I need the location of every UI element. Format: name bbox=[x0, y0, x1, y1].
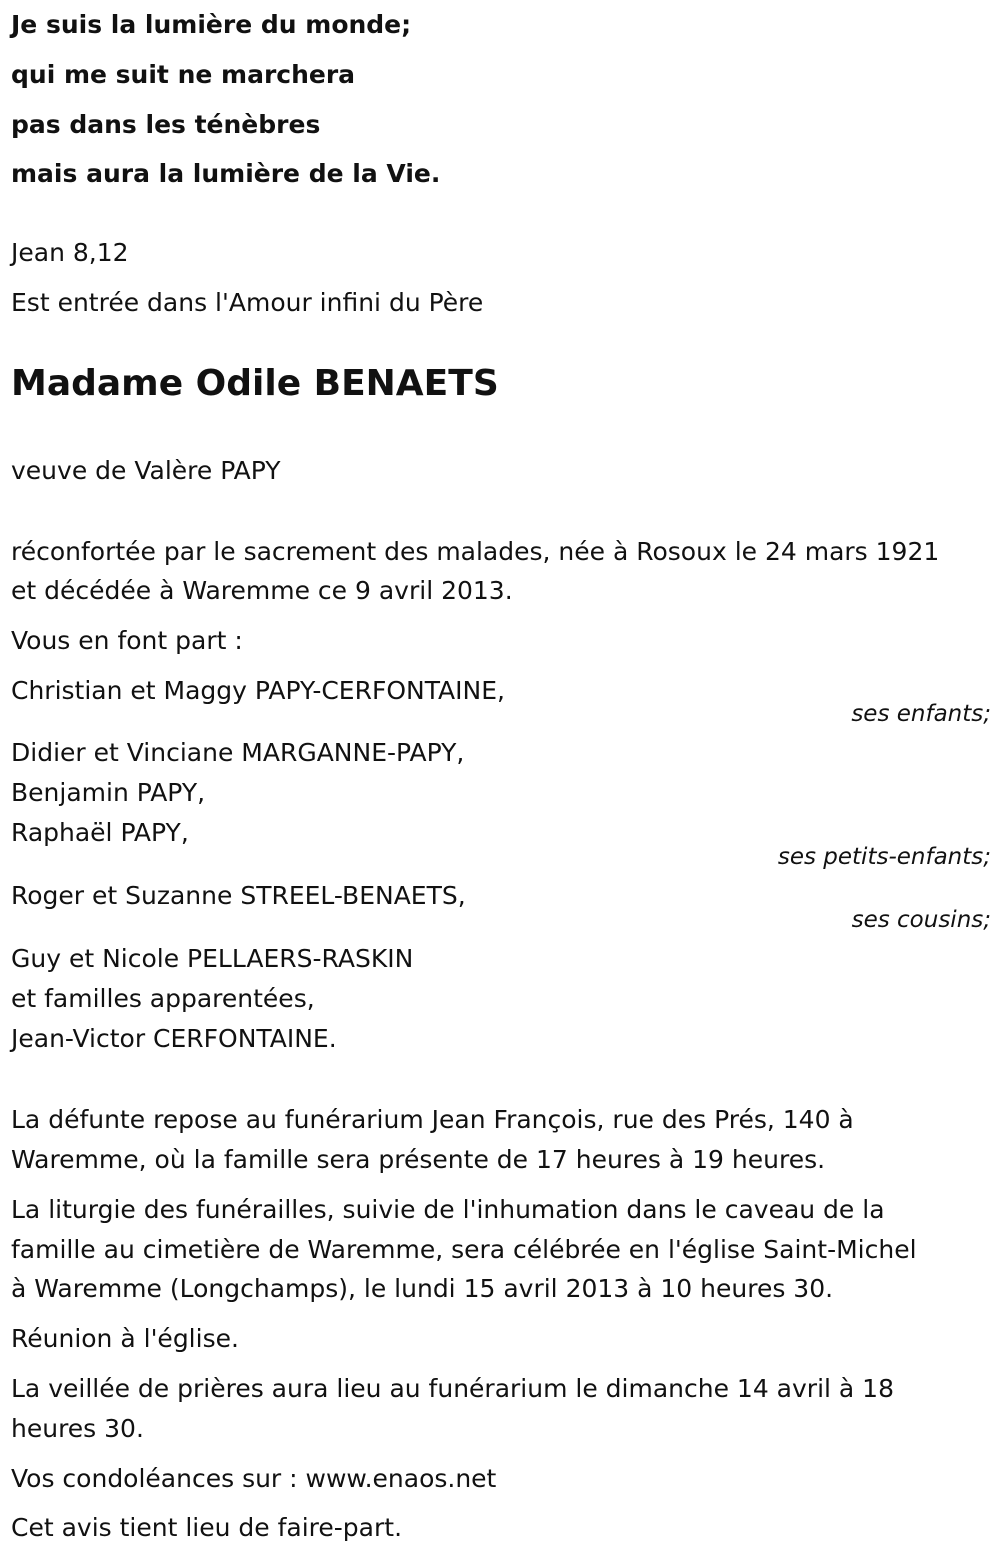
meeting-text: Réunion à l'église. bbox=[11, 1324, 239, 1353]
grandchild-name-1: Didier et Vinciane MARGANNE-PAPY, bbox=[11, 738, 465, 767]
details-line-2: et décédée à Waremme ce 9 avril 2013. bbox=[11, 576, 513, 605]
liturgy-line-2: famille au cimetière de Waremme, sera célébrée en l'église Saint-Michel bbox=[11, 1235, 917, 1264]
intro-text: Est entrée dans l'Amour infini du Père bbox=[11, 288, 484, 317]
announce-text: Vous en font part : bbox=[11, 626, 243, 655]
verse-line-4: mais aura la lumière de la Vie. bbox=[11, 159, 441, 188]
condolences-text: Vos condoléances sur : www.enaos.net bbox=[11, 1464, 497, 1493]
closing-text: Cet avis tient lieu de faire-part. bbox=[11, 1513, 403, 1542]
children-name: Christian et Maggy PAPY-CERFONTAINE, bbox=[11, 676, 505, 705]
funeral-home-line-1: La défunte repose au funérarium Jean François, rue des Prés, 140 à bbox=[11, 1105, 854, 1134]
cousins-name: Roger et Suzanne STREEL-BENAETS, bbox=[11, 881, 466, 910]
vigil-line-2: heures 30. bbox=[11, 1414, 144, 1443]
cousins-role: ses cousins; bbox=[851, 907, 991, 933]
children-role: ses enfants; bbox=[851, 701, 991, 727]
verse-line-1: Je suis la lumière du monde; bbox=[11, 10, 412, 39]
verse-reference: Jean 8,12 bbox=[11, 238, 129, 267]
other-family-3: Jean-Victor CERFONTAINE. bbox=[11, 1024, 337, 1053]
other-family-1: Guy et Nicole PELLAERS-RASKIN bbox=[11, 944, 414, 973]
verse-line-2: qui me suit ne marchera bbox=[11, 60, 356, 89]
details-line-1: réconfortée par le sacrement des malades, née à Rosoux le 24 mars 1921 bbox=[11, 537, 940, 566]
grandchild-name-2: Benjamin PAPY, bbox=[11, 778, 206, 807]
grandchild-name-3: Raphaël PAPY, bbox=[11, 818, 189, 847]
other-family-2: et familles apparentées, bbox=[11, 984, 315, 1013]
liturgy-line-3: à Waremme (Longchamps), le lundi 15 avril 2013 à 10 heures 30. bbox=[11, 1274, 834, 1303]
liturgy-line-1: La liturgie des funérailles, suivie de l'inhumation dans le caveau de la bbox=[11, 1195, 885, 1224]
funeral-home-line-2: Waremme, où la famille sera présente de 17 heures à 19 heures. bbox=[11, 1145, 826, 1174]
grandchildren-role: ses petits-enfants; bbox=[777, 844, 991, 870]
deceased-name: Madame Odile BENAETS bbox=[11, 363, 499, 404]
verse-line-3: pas dans les ténèbres bbox=[11, 110, 321, 139]
vigil-line-1: La veillée de prières aura lieu au funérarium le dimanche 14 avril à 18 bbox=[11, 1374, 894, 1403]
widow-of: veuve de Valère PAPY bbox=[11, 456, 281, 485]
